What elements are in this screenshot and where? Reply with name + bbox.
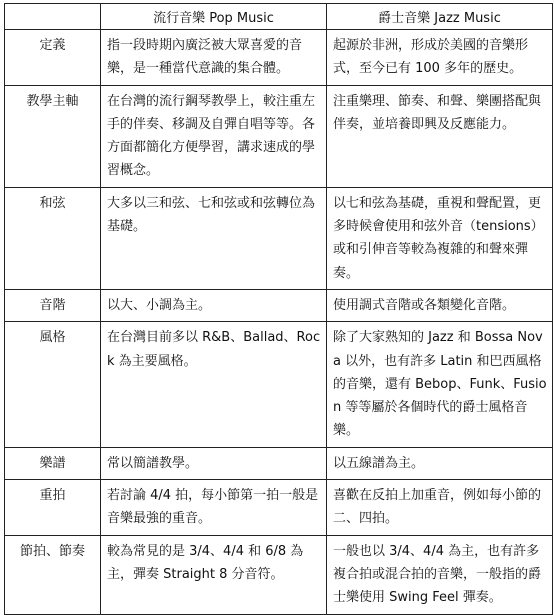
- table-row-style: [5, 322, 553, 447]
- row-label: 風格: [5, 322, 101, 447]
- row-label: 和弦: [5, 187, 101, 289]
- jazz-cell: 注重樂理、節奏、和聲、樂團搭配與伴奏，並培養即興及反應能力。: [327, 85, 553, 187]
- row-label: 教學主軸: [5, 85, 101, 187]
- table-row-sheet-music: [5, 447, 553, 479]
- header-jazz-music: 爵士音樂 Jazz Music: [327, 4, 553, 30]
- jazz-cell: 以五線譜為主。: [327, 447, 553, 479]
- row-label: 重拍: [5, 480, 101, 536]
- jazz-cell: 以七和弦為基礎，重視和聲配置，更多時候會使用和弦外音（tensions）或和引伸音等較為複雜的和聲來彈奏。: [327, 187, 553, 289]
- pop-cell: 若討論 4/4 拍，每小節第一拍一般是音樂最強的重音。: [101, 480, 327, 536]
- jazz-cell: 起源於非洲，形成於美國的音樂形式，至今已有 100 多年的歷史。: [327, 30, 553, 86]
- row-label: 音階: [5, 289, 101, 321]
- row-label: 定義: [5, 30, 101, 86]
- row-label: 節拍、節奏: [5, 535, 101, 614]
- pop-cell: 較為常見的是 3/4、4/4 和 6/8 為主，彈奏 Straight 8 分音符。: [101, 535, 327, 614]
- table-row-teaching-focus: [5, 85, 553, 187]
- header-pop-music: 流行音樂 Pop Music: [101, 4, 327, 30]
- pop-cell: 在台灣目前多以 R&B、Ballad、Rock 為主要風格。: [101, 322, 327, 447]
- pop-cell: 常以簡譜教學。: [101, 447, 327, 479]
- pop-cell: 指一段時期內廣泛被大眾喜愛的音樂，是一種當代意識的集合體。: [101, 30, 327, 86]
- jazz-cell: 除了大家熟知的 Jazz 和 Bossa Nova 以外，也有許多 Latin 和巴西風格的音樂，還有 Bebop、Funk、Fusion 等等屬於各個時代的爵士風格音樂。: [327, 322, 553, 447]
- row-label: 樂譜: [5, 447, 101, 479]
- header-corner: [5, 4, 101, 30]
- table-row-scales: [5, 289, 553, 321]
- table-row-chords: [5, 187, 553, 289]
- jazz-cell: 使用調式音階或各類變化音階。: [327, 289, 553, 321]
- jazz-cell: 一般也以 3/4、4/4 為主，也有許多複合拍或混合拍的音樂，一般指的爵士樂使用 Swing Feel 彈奏。: [327, 535, 553, 614]
- pop-cell: 在台灣的流行鋼琴教學上，較注重左手的伴奏、移調及自彈自唱等等。各方面都簡化方便學習，講求速成的學習概念。: [101, 85, 327, 187]
- table-row-definition: [5, 30, 553, 86]
- pop-cell: 以大、小調為主。: [101, 289, 327, 321]
- table-row-meter-rhythm: [5, 535, 553, 614]
- pop-cell: 大多以三和弦、七和弦或和弦轉位為基礎。: [101, 187, 327, 289]
- table-row-accent: [5, 480, 553, 536]
- table-header: [5, 4, 553, 30]
- comparison-table: [4, 3, 553, 615]
- table-body: [5, 30, 553, 615]
- header-row: [5, 4, 553, 30]
- jazz-cell: 喜歡在反拍上加重音，例如每小節的二、四拍。: [327, 480, 553, 536]
